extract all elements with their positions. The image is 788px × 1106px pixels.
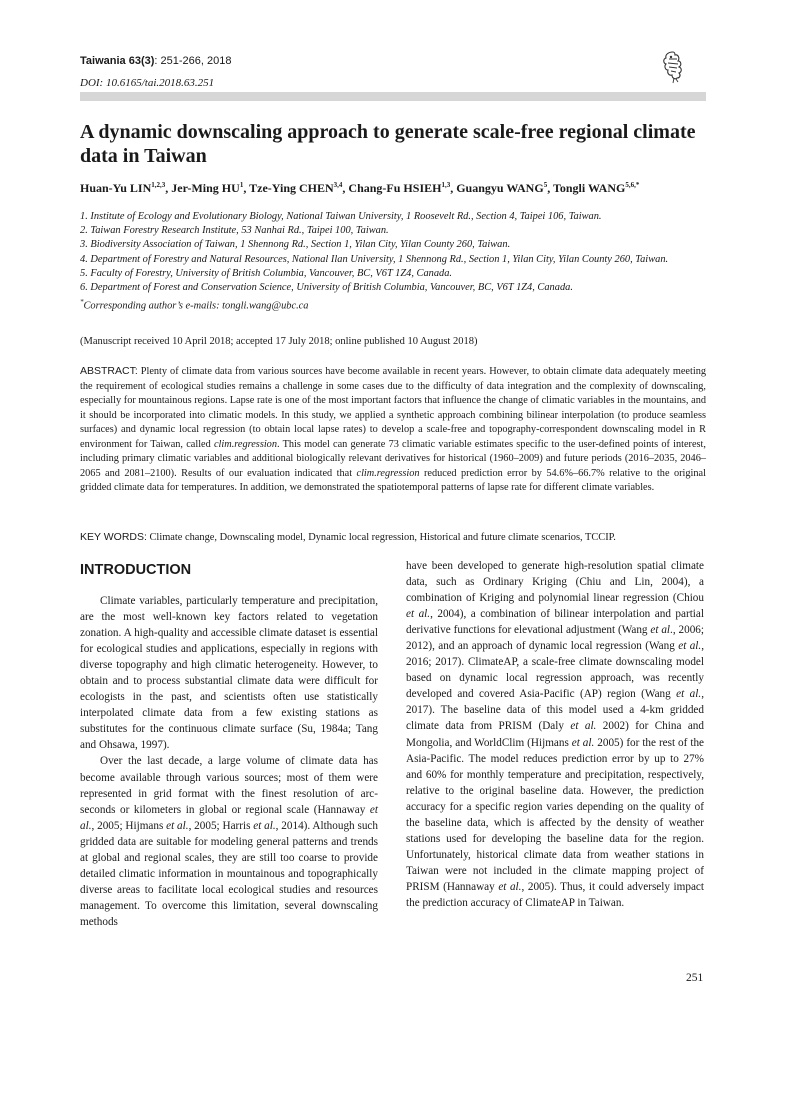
text-run-italic: et al. xyxy=(678,640,702,653)
text-run: 2002) for China and Mongolia, and WorldClim (Hijmans xyxy=(406,720,704,749)
abstract-text: reduced prediction error by 54.6%–66.7% relative to the original gridded climate data for temperatures. In addition, we demonstrated the spatiotemporal patterns of lapse rate for different climate variables. xyxy=(80,467,706,493)
header-divider-bar xyxy=(80,92,706,101)
doi-link[interactable]: DOI: 10.6165/tai.2018.63.251 xyxy=(80,77,215,89)
author-name: Tongli WANG xyxy=(552,181,626,195)
keywords-label: KEY WORDS: xyxy=(80,531,147,543)
text-run-italic: et al. xyxy=(676,688,702,701)
affiliation-item: 2. Taiwan Forestry Research Institute, 53 Nanhai Rd., Taipei 100, Taiwan. xyxy=(80,225,389,237)
article-title: A dynamic downscaling approach to generate scale-free regional climate data in Taiwan xyxy=(80,121,696,167)
abstract-text: . This model can generate 73 climatic variable estimates specific to the user-defined points of interest, including primary climatic variables and additional biologically relevant derivatives for historical (1960–2009) and future periods (2016–2035, 2046–2065 and 2081–2100). Results of our evaluation indicated that xyxy=(80,438,706,479)
author-name: Tze-Ying CHEN xyxy=(249,181,334,195)
text-run-italic: et al. xyxy=(253,819,276,832)
corresponding-email[interactable]: Corresponding author’s e-mails: tongli.wang@ubc.ca xyxy=(83,300,309,312)
text-run-italic: et al. xyxy=(498,880,522,893)
author-affil-sup: 5 xyxy=(543,181,548,189)
journal-volume: 63(3) xyxy=(128,55,155,67)
journal-name: Taiwania xyxy=(80,55,126,67)
page-number: 251 xyxy=(686,972,704,984)
author-name: Guangyu WANG xyxy=(456,181,544,195)
author-name: Huan-Yu LIN xyxy=(80,181,152,195)
text-run: ., 2006; 2012), and an approach of dynamic local regression (Wang xyxy=(406,624,705,653)
author-affil-sup: 5,6,* xyxy=(625,181,640,189)
keywords xyxy=(80,531,720,543)
abstract-model-name: clim.regression xyxy=(213,438,277,450)
body-paragraph xyxy=(406,558,704,911)
text-run-italic: et al. xyxy=(80,803,378,832)
text-run: have been developed to generate high-resolution spatial climate data, such as Ordinary Kriging (Chiu and Lin, 2004), a combination of Kriging and polynomial linear regression (Chiou xyxy=(406,560,704,605)
journal-logo-icon xyxy=(660,50,686,84)
section-heading-introduction: INTRODUCTION xyxy=(80,562,192,578)
text-run: , 2004), a combination of bilinear interpolation and partial derivative functions for elevational adjustment (Wang xyxy=(406,608,704,637)
abstract-text: Plenty of climate data from various sources have become available in recent years. However, to obtain climate data adequately meeting the requirement of ecological studies remains a challenge in some cases due to the difficulty of data integration and the complexity of downscaling, especially for mountainous regions. Lapse rate is one of the most important factors that influence the change of climatic variables in the mountains, and it should be incorporated into climatic models. In this study, we applied a synthetic approach combining bilinear interpolation (to produce seamless surfaces) and dynamic local regression (to obtain local lapse rates) to develop a scale-free and topography-correspondent downscaling model in R environment for Taiwan, called xyxy=(80,366,706,450)
affiliation-item: 3. Biodiversity Association of Taiwan, 1 Shennong Rd., Section 1, Yilan City, Yilan County 260, Taiwan. xyxy=(80,239,511,251)
body-paragraph: Climate variables, particularly temperature and precipitation, are the most well-known key factors related to vegetation zonation. A high-quality and accessible climate dataset is essential for ecological studies and applications, especially in regions with diverse topography and high climatic heterogeneity. However, to obtain and to process substantial climate data were difficult for ecologists in the past, and scientists often use statistically interpolated climate data from a few existing stations as substitutes for the continuous climate surface (Su, 1984a; Tang and Ohsawa, 1997). xyxy=(80,595,378,752)
body-column-right xyxy=(406,558,704,911)
affiliation-item: 5. Faculty of Forestry, University of British Columbia, Vancouver, BC, V6T 1Z4, Canada. xyxy=(80,267,453,279)
text-run: 2005) for the rest of the Asia-Pacific. The model reduces prediction error by up to 27% and 60% for monthly temperature and precipitation, respectively, relative to the original baseline data. However, the prediction accuracy for a specific region varies depending on the quality of the baseline data, which is affected by the density of weather stations used for developing the baseline data for the region. Unfortunately, historical climate data from weather stations in Taiwan were not included in the climate mapping project of PRISM (Hannaway xyxy=(406,736,705,893)
text-run: , 2005; Harris xyxy=(188,819,254,832)
text-run: , 2005; Hijmans xyxy=(91,819,167,832)
author-affil-sup: 1,2,3 xyxy=(151,181,166,189)
manuscript-dates: (Manuscript received 10 April 2018; accepted 17 July 2018; online published 10 August 2018) xyxy=(80,336,478,347)
journal-pages: : 251-266, 2018 xyxy=(154,55,232,67)
affiliation-item: 1. Institute of Ecology and Evolutionary Biology, National Taiwan University, 1 Roosevelt Rd., Section 4, Taipei 106, Taiwan. xyxy=(80,211,602,222)
text-run: , 2017). The baseline data of this model used a 4-km gridded climate data from PRISM (Daly xyxy=(406,688,704,733)
body-column-left xyxy=(80,560,378,930)
author-name: Jer-Ming HU xyxy=(171,181,240,195)
keywords-text: Climate change, Downscaling model, Dynamic local regression, Historical and future climate scenarios, TCCIP. xyxy=(146,532,616,543)
text-run-italic: et al. xyxy=(406,608,431,621)
text-run: , 2014). Although such gridded data are suitable for modeling general patterns and trends at global and regional scales, they are still too coarse to provide detailed climatic information in mountainous and topographically diverse areas to facilitate local ecological studies and resources management. To overcome this limitation, several downscaling methods xyxy=(80,819,378,928)
text-run-italic: et al. xyxy=(570,720,597,733)
text-run-italic: et al. xyxy=(571,736,595,749)
text-run: Over the last decade, a large volume of climate data has become available through various sources; most of them were represented in grid format with the finest resolution of arc-seconds or kilometers in global or regional scale (Hannaway xyxy=(80,755,378,816)
affiliation-item: 6. Department of Forest and Conservation Science, University of British Columbia, Vancouver, BC, V6T 1Z4, Canada. xyxy=(80,282,573,294)
abstract-label: ABSTRACT: xyxy=(80,365,138,377)
author-name: Chang-Fu HSIEH xyxy=(348,181,442,195)
abstract-model-name: clim.regression xyxy=(356,467,420,479)
corresponding-sup: * xyxy=(80,298,84,307)
text-run: , 2016; 2017). ClimateAP, a scale-free climate downscaling model based on dynamic local regression approach, was recently developed and covered Asia-Pacific (AP) region (Wang xyxy=(406,640,704,701)
text-run-italic: et al. xyxy=(166,819,189,832)
journal-citation xyxy=(80,55,231,67)
abstract xyxy=(80,364,706,496)
author-affil-sup: 1,3 xyxy=(441,181,451,189)
author-list: Huan-Yu LIN$^{1,2,3}$, Jer-Ming $HU^1$, Tze-Ying CHEN$^{3,4}$, Chang-Fu HSIEH$^{1,3}$, Guangyu WANG$^5$, Tongli $WANG^{5,6,*}$ xyxy=(80,181,640,195)
affiliation-item: 4. Department of Forestry and Natural Resources, National Ilan University, 1 Shennong Rd., Section 1, Yilan City, Yilan County 260, Taiwan. xyxy=(80,253,669,265)
affiliation-list xyxy=(80,210,708,314)
author-affil-sup: 1 xyxy=(239,181,244,189)
author-affil-sup: 3,4 xyxy=(333,181,343,189)
corresponding-author xyxy=(80,295,708,314)
body-paragraph xyxy=(80,753,378,930)
text-run-italic: et al xyxy=(650,624,671,637)
text-run: , 2005). Thus, it could adversely impact the prediction accuracy of ClimateAP in Taiwan. xyxy=(406,880,704,909)
